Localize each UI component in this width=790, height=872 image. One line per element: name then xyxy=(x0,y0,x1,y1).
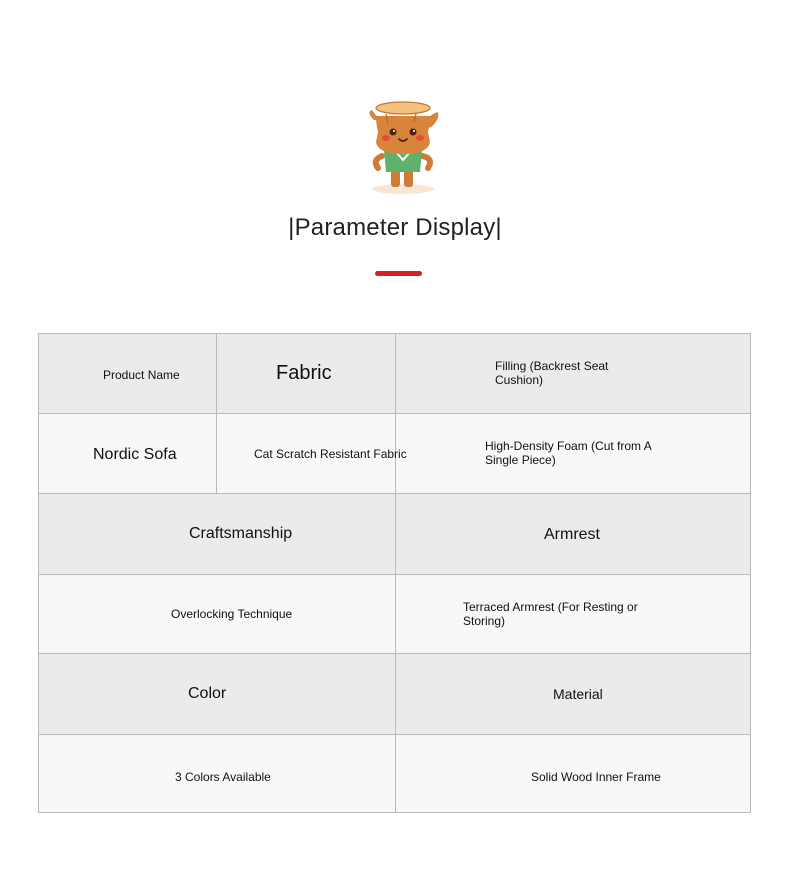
param-label-filling: Filling (Backrest Seat Cushion) xyxy=(495,359,609,387)
table-cell xyxy=(396,494,750,574)
table-cell xyxy=(396,735,750,812)
param-label-craftsmanship: Craftsmanship xyxy=(189,525,293,542)
table-cell xyxy=(217,414,407,493)
param-value-color: 3 Colors Available xyxy=(175,770,271,784)
title-underline xyxy=(375,271,422,276)
param-value-filling: High-Density Foam (Cut from A Single Piece) xyxy=(485,439,652,467)
table-row xyxy=(39,654,750,735)
table-cell xyxy=(39,575,396,653)
table-row xyxy=(39,575,750,654)
param-label-fabric: Fabric xyxy=(276,362,332,384)
table-cell xyxy=(396,334,750,413)
page-title: |Parameter Display| xyxy=(288,214,502,241)
table-cell xyxy=(39,735,396,812)
table-cell xyxy=(39,414,217,493)
param-value-material: Solid Wood Inner Frame xyxy=(531,770,661,784)
table-row xyxy=(39,414,750,494)
param-label-material: Material xyxy=(553,686,603,702)
table-cell xyxy=(39,654,396,734)
param-value-craftsmanship: Overlocking Technique xyxy=(171,607,293,621)
table-row xyxy=(39,494,750,575)
param-label-armrest: Armrest xyxy=(544,526,600,543)
param-label-color: Color xyxy=(188,685,227,702)
table-cell xyxy=(217,334,396,413)
param-label-product-name: Product Name xyxy=(103,368,180,382)
param-value-product-name: Nordic Sofa xyxy=(93,446,177,463)
parameter-table xyxy=(38,333,751,813)
param-value-fabric: Cat Scratch Resistant Fabric xyxy=(254,447,407,461)
table-cell xyxy=(39,334,217,413)
table-cell xyxy=(39,494,396,574)
param-value-armrest: Terraced Armrest (For Resting or Storing) xyxy=(463,600,638,628)
table-cell xyxy=(396,414,750,493)
table-row xyxy=(39,334,750,414)
tree-stump-mascot-icon xyxy=(364,98,442,196)
table-row xyxy=(39,735,750,812)
table-cell xyxy=(396,654,750,734)
table-cell xyxy=(396,575,750,653)
